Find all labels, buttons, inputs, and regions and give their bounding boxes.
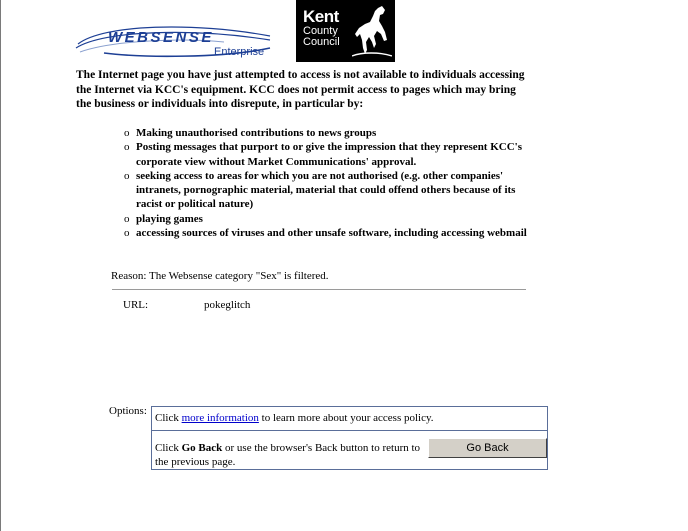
websense-wordmark: WEBSENSE: [108, 29, 214, 46]
list-item-text: accessing sources of viruses and other unsafe software, including accessing webmail: [136, 227, 527, 240]
go-back-emphasis: Go Back: [181, 442, 223, 454]
list-item-text: Posting messages that purport to or give the impression that they represent KCC's corporate view without Market Communications' approval.: [136, 141, 522, 168]
list-item: [124, 140, 534, 169]
options-box: [151, 406, 548, 470]
list-item-text: Making unauthorised contributions to news groups: [136, 127, 377, 139]
list-item: [124, 126, 534, 140]
list-item: [124, 212, 534, 226]
options-row2-suffix: or use the browser's Back button to return to the previous page.: [155, 442, 421, 468]
window-left-border: [0, 0, 1, 531]
options-row1-suffix: to learn more about your access policy.: [258, 412, 434, 424]
bullet-icon: o: [124, 141, 130, 154]
list-item: [124, 226, 534, 240]
policy-list: [124, 126, 534, 240]
url-label: URL:: [123, 299, 149, 311]
bullet-icon: o: [124, 169, 130, 182]
websense-enterprise-label: Enterprise: [214, 46, 265, 58]
divider: [112, 289, 526, 290]
options-row2-prefix: Click: [155, 442, 182, 454]
list-item-text: playing games: [136, 212, 203, 225]
rearing-horse-icon: [352, 4, 392, 58]
websense-logo: [74, 20, 274, 64]
bullet-icon: o: [124, 227, 130, 240]
list-item-text: seeking access to areas for which you are not authorised (e.g. other companies' intranets, pornographic material, material that could offend others because of its racist or political nature): [136, 169, 516, 211]
bullet-icon: o: [124, 127, 130, 139]
options-label: Options:: [109, 405, 147, 417]
access-denied-message: The Internet page you have just attempted to access is not available to individuals accessing the Internet via KCC's equipment. KCC does not permit access to pages which may bring the business or individuals into disrepute, in particular by:: [76, 69, 525, 110]
kcc-logo-line-3: Council: [303, 36, 340, 48]
block-reason: Reason: The Websense category "Sex" is filtered.: [111, 270, 329, 282]
options-row-go-back: [152, 431, 547, 469]
bullet-icon: o: [124, 212, 130, 225]
list-item: [124, 169, 534, 212]
go-back-button[interactable]: Go Back: [428, 438, 547, 458]
kent-county-council-logo: [296, 0, 395, 62]
options-row-more-info: [152, 407, 547, 431]
options-row1-prefix: Click: [155, 412, 182, 424]
kcc-logo-line-1: Kent: [303, 7, 339, 26]
blocked-url: pokeglitch: [204, 299, 251, 311]
more-information-link[interactable]: more information: [181, 412, 259, 424]
kcc-logo-line-2: County: [303, 25, 338, 37]
